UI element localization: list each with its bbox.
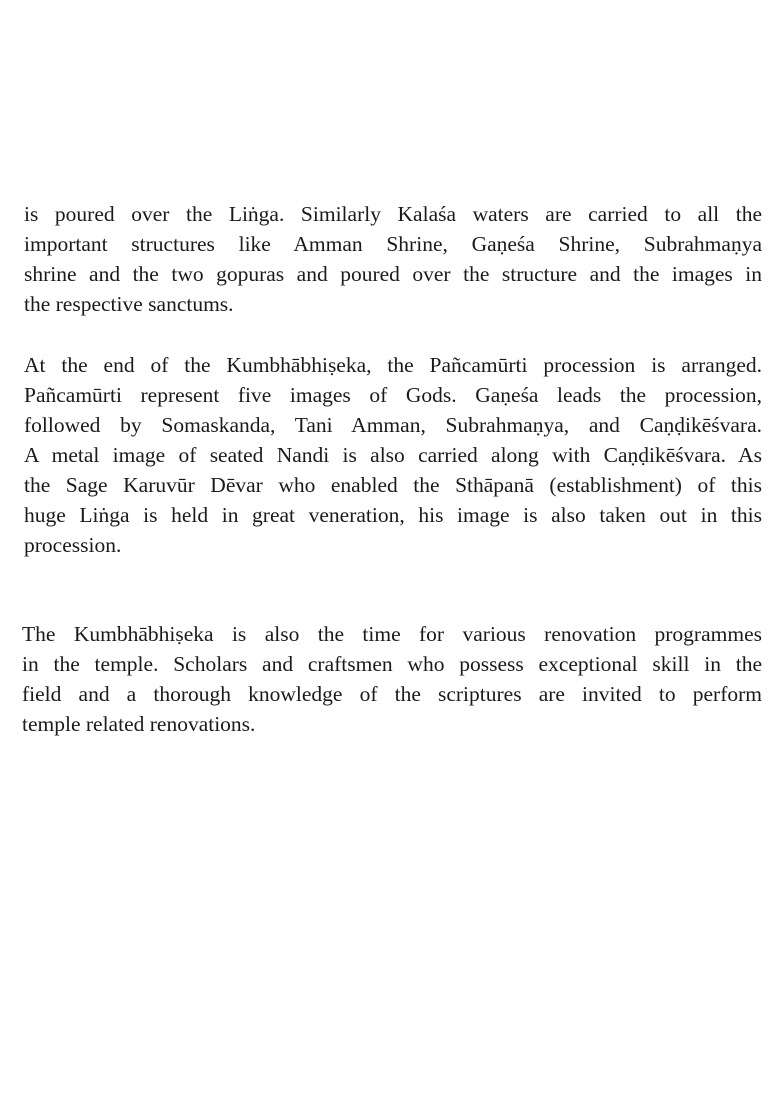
text-line: the respective sanctums. <box>24 292 234 316</box>
paragraph-renovation <box>22 619 762 739</box>
text-line: field and a thorough knowledge of the scriptures are invited to perform <box>22 682 762 706</box>
text-line: is poured over the Liṅga. Similarly Kalaśa waters are carried to all the <box>24 202 762 226</box>
paragraph-pancamurti-procession <box>24 350 762 560</box>
text-line: followed by Somaskanda, Tani Amman, Subrahmaṇya, and Caṇḍikēśvara. <box>24 413 762 437</box>
text-line: temple related renovations. <box>22 712 256 736</box>
paragraph-kalasa-waters <box>24 199 762 319</box>
text-line: the Sage Karuvūr Dēvar who enabled the Sthāpanā (establishment) of this <box>24 473 762 497</box>
text-line: huge Liṅga is held in great veneration, his image is also taken out in this <box>24 503 762 527</box>
text-line: shrine and the two gopuras and poured over the structure and the images in <box>24 262 762 286</box>
text-line: The Kumbhābhiṣeka is also the time for various renovation programmes <box>22 622 762 646</box>
text-line: A metal image of seated Nandi is also carried along with Caṇḍikēśvara. As <box>24 443 762 467</box>
text-line: Pañcamūrti represent five images of Gods. Gaṇeśa leads the procession, <box>24 383 762 407</box>
text-line: At the end of the Kumbhābhiṣeka, the Pañcamūrti procession is arranged. <box>24 353 762 377</box>
text-line: procession. <box>24 533 122 557</box>
text-line: important structures like Amman Shrine, Gaṇeśa Shrine, Subrahmaṇya <box>24 232 762 256</box>
text-line: in the temple. Scholars and craftsmen who possess exceptional skill in the <box>22 652 762 676</box>
